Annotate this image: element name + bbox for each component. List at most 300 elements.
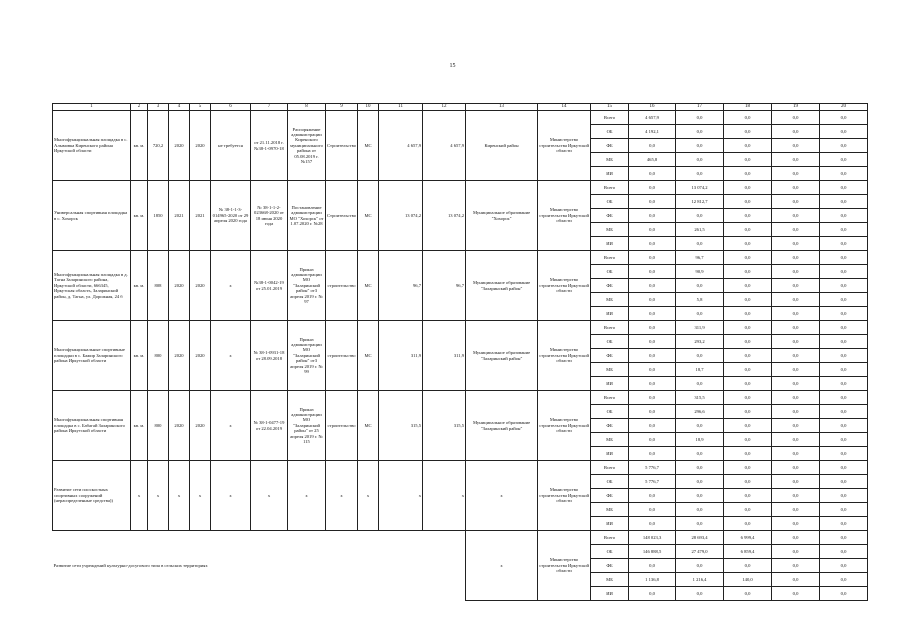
fund-amount: 0,0 [820, 321, 868, 335]
expertise-conclusion: х [211, 251, 251, 321]
state-expertise: от 21.11.2018 г. №38-1-0970-18 [251, 111, 288, 181]
col-number: 10 [358, 104, 379, 111]
fund-amount: 0,0 [724, 125, 772, 139]
fund-source: ФБ [591, 489, 629, 503]
end-year: 2020 [190, 391, 211, 461]
fund-amount: 0,0 [724, 391, 772, 405]
fund-amount: 0,0 [724, 559, 772, 573]
end-year: 2020 [190, 111, 211, 181]
expertise-conclusion: х [211, 391, 251, 461]
fund-amount: 0,0 [772, 405, 820, 419]
fund-amount: 0,0 [820, 111, 868, 125]
decision-document: Приказ администрации МО "Заларинский район" от3 апреля 2019 г. № 97 [288, 251, 326, 321]
start-year: 2020 [169, 111, 190, 181]
responsible-executor: Министерство строительства Иркутской области [538, 321, 591, 391]
fund-amount: 0,0 [772, 209, 820, 223]
end-year: 2021 [190, 181, 211, 251]
work-type: строительство [326, 391, 358, 461]
work-type: строительство [326, 321, 358, 391]
fund-amount: 0,0 [629, 363, 676, 377]
fund-amount: 0,0 [629, 251, 676, 265]
col-number: 4 [169, 104, 190, 111]
fund-amount: 0,0 [820, 279, 868, 293]
fund-amount: 0,0 [772, 167, 820, 181]
fund-amount: 0,0 [629, 447, 676, 461]
fund-source: ОБ [591, 475, 629, 489]
col-number: 15 [591, 104, 629, 111]
col-number: 11 [379, 104, 423, 111]
responsible: МС [358, 251, 379, 321]
object-name: Развитие сети плоскостных спортивных сооружений (нераспределенные средства)) [53, 461, 131, 531]
fund-amount: 1 216,4 [676, 573, 724, 587]
fund-amount: 0,0 [629, 195, 676, 209]
fund-amount: 0,0 [724, 475, 772, 489]
fund-source: ИИ [591, 517, 629, 531]
remaining-cost: х [423, 461, 466, 531]
unit: х [131, 461, 148, 531]
fund-amount: 0,0 [724, 489, 772, 503]
recipient: х [466, 461, 538, 531]
fund-amount: 0,0 [676, 559, 724, 573]
col-number: 7 [251, 104, 288, 111]
fund-amount: 0,0 [724, 265, 772, 279]
total-cost: 13 074,2 [379, 181, 423, 251]
fund-amount: 5 776,7 [629, 461, 676, 475]
fund-source: Всего [591, 181, 629, 195]
fund-amount: 0,0 [629, 335, 676, 349]
fund-amount: 0,0 [629, 279, 676, 293]
fund-source: ИИ [591, 307, 629, 321]
fund-amount: 27 479,0 [676, 545, 724, 559]
fund-amount: 0,0 [820, 559, 868, 573]
fund-amount: 0,0 [820, 587, 868, 601]
col-number: 3 [148, 104, 169, 111]
table-row [53, 391, 868, 405]
fund-amount: 0,0 [724, 307, 772, 321]
fund-amount: 0,0 [820, 363, 868, 377]
expertise-conclusion: не требуется [211, 111, 251, 181]
fund-source: МБ [591, 153, 629, 167]
fund-amount: 0,0 [629, 293, 676, 307]
fund-amount: 0,0 [820, 517, 868, 531]
fund-amount: 315,5 [676, 391, 724, 405]
fund-amount: 0,0 [820, 293, 868, 307]
responsible-executor: Министерство строительства Иркутской области [538, 531, 591, 601]
state-expertise: № 38-1-0931-18 от 28.09.2018 [251, 321, 288, 391]
expertise-conclusion: х [211, 461, 251, 531]
fund-amount: 0,0 [772, 461, 820, 475]
responsible: МС [358, 181, 379, 251]
fund-amount: 0,0 [772, 181, 820, 195]
fund-source: ИИ [591, 587, 629, 601]
state-expertise: х [251, 461, 288, 531]
table-row [53, 461, 868, 475]
col-number: 1 [53, 104, 131, 111]
responsible: МС [358, 111, 379, 181]
fund-source: ИИ [591, 167, 629, 181]
fund-amount: 0,0 [676, 377, 724, 391]
capacity: 720,2 [148, 111, 169, 181]
summary-title: Развитие сети учреждений культурно-досугового типа в сельских территориях [53, 563, 208, 569]
fund-amount: 4 192,1 [629, 125, 676, 139]
fund-amount: 0,0 [820, 209, 868, 223]
total-cost: 4 657,9 [379, 111, 423, 181]
decision-document: Распоряжение администрации Киренского муниципального района от 05.08.2019 г. №157 [288, 111, 326, 181]
start-year: х [169, 461, 190, 531]
fund-amount: 0,0 [676, 489, 724, 503]
fund-amount: 0,0 [724, 447, 772, 461]
fund-amount: 0,0 [724, 433, 772, 447]
fund-amount: 0,0 [724, 587, 772, 601]
fund-amount: 0,0 [772, 195, 820, 209]
fund-amount: 0,0 [676, 237, 724, 251]
col-number: 6 [211, 104, 251, 111]
fund-amount: 0,0 [820, 545, 868, 559]
start-year: 2021 [169, 181, 190, 251]
col-number: 16 [629, 104, 676, 111]
fund-amount: 0,0 [772, 447, 820, 461]
fund-amount: 0,0 [772, 433, 820, 447]
fund-amount: 0,0 [724, 237, 772, 251]
fund-amount: 465,8 [629, 153, 676, 167]
page-number: 15 [449, 63, 456, 69]
fund-amount: 0,0 [724, 321, 772, 335]
fund-source: ФБ [591, 279, 629, 293]
fund-amount: 0,0 [820, 531, 868, 545]
fund-amount: 5 776,7 [629, 475, 676, 489]
fund-amount: 0,0 [724, 335, 772, 349]
fund-amount: 0,0 [820, 349, 868, 363]
fund-amount: 296,6 [676, 405, 724, 419]
fund-amount: 0,0 [820, 251, 868, 265]
fund-amount: 0,0 [629, 307, 676, 321]
fund-amount: 12 812,7 [676, 195, 724, 209]
fund-amount: 0,0 [676, 125, 724, 139]
fund-amount: 5,8 [676, 293, 724, 307]
fund-amount: 0,0 [676, 587, 724, 601]
fund-amount: 0,0 [676, 209, 724, 223]
fund-amount: 13 074,2 [676, 181, 724, 195]
state-expertise: №38-1-0042-19 от 25.01.2019 [251, 251, 288, 321]
fund-amount: 0,0 [629, 489, 676, 503]
col-number: 2 [131, 104, 148, 111]
fund-amount: 0,0 [772, 349, 820, 363]
col-number: 13 [466, 104, 538, 111]
fund-amount: 0,0 [772, 503, 820, 517]
decision-document: Постановление администрации МО "Хохорск" от 1.07.2020 г. №28 [288, 181, 326, 251]
unit: кв. м. [131, 251, 148, 321]
fund-amount: 0,0 [772, 307, 820, 321]
fund-amount: 0,0 [676, 307, 724, 321]
end-year: 2020 [190, 321, 211, 391]
fund-source: ОБ [591, 265, 629, 279]
fund-source: ФБ [591, 349, 629, 363]
fund-amount: 0,0 [676, 517, 724, 531]
fund-amount: 1 136,8 [629, 573, 676, 587]
col-number: 18 [724, 104, 772, 111]
fund-amount: 0,0 [629, 517, 676, 531]
fund-amount: 18,9 [676, 433, 724, 447]
start-year: 2020 [169, 321, 190, 391]
fund-amount: 0,0 [676, 279, 724, 293]
recipient: Муниципальное образование "Заларинский район" [466, 391, 538, 461]
responsible: МС [358, 321, 379, 391]
work-type: х [326, 461, 358, 531]
responsible-executor: Министерство строительства Иркутской области [538, 461, 591, 531]
fund-amount: 0,0 [724, 111, 772, 125]
capacity: 1850 [148, 181, 169, 251]
fund-amount: 0,0 [629, 321, 676, 335]
responsible-executor: Министерство строительства Иркутской области [538, 111, 591, 181]
fund-amount: 0,0 [820, 475, 868, 489]
fund-amount: 0,0 [820, 573, 868, 587]
fund-amount: 0,0 [772, 489, 820, 503]
fund-source: Всего [591, 321, 629, 335]
total-cost: х [379, 461, 423, 531]
fund-amount: 293,2 [676, 335, 724, 349]
fund-amount: 0,0 [772, 279, 820, 293]
fund-amount: 0,0 [820, 461, 868, 475]
object-name: Многофункциональные спортивные площадки в с. Бажир Заларинского района Иркутской области [53, 321, 131, 391]
fund-amount: 0,0 [724, 195, 772, 209]
summary-row [53, 531, 868, 545]
fund-amount: 0,0 [724, 139, 772, 153]
fund-amount: 0,0 [820, 195, 868, 209]
fund-amount: 0,0 [772, 517, 820, 531]
recipient: Муниципальное образование "Заларинский район" [466, 251, 538, 321]
fund-amount: 0,0 [724, 503, 772, 517]
object-name: Многофункциональная площадка в с. Алымовка Киренского района Иркутской области [53, 111, 131, 181]
fund-amount: 0,0 [820, 181, 868, 195]
fund-amount: 0,0 [724, 167, 772, 181]
fund-amount: 0,0 [629, 209, 676, 223]
fund-amount: 4 657,9 [629, 111, 676, 125]
fund-amount: 140,0 [724, 573, 772, 587]
remaining-cost: 96,7 [423, 251, 466, 321]
responsible-executor: Министерство строительства Иркутской области [538, 391, 591, 461]
object-name: Многофункциональная площадка в д. Тагна Заларинского района, Иркутской области, 666345, Иркутская область, Заларинский район, д. Тагна, ул. Дорожная, 24 б [53, 251, 131, 321]
work-type: Строительство [326, 181, 358, 251]
fund-amount: 0,0 [676, 461, 724, 475]
fund-amount: 0,0 [629, 349, 676, 363]
fund-amount: 0,0 [772, 153, 820, 167]
fund-amount: 0,0 [629, 139, 676, 153]
decision-document: х [288, 461, 326, 531]
fund-amount: 6 999,4 [724, 531, 772, 545]
table-row [53, 181, 868, 195]
fund-source: ФБ [591, 139, 629, 153]
fund-amount: 0,0 [724, 251, 772, 265]
table-body [53, 104, 868, 601]
fund-source: ОБ [591, 335, 629, 349]
fund-amount: 0,0 [772, 223, 820, 237]
fund-amount: 311,9 [676, 321, 724, 335]
responsible: х [358, 461, 379, 531]
total-cost: 96,7 [379, 251, 423, 321]
fund-amount: 0,0 [820, 405, 868, 419]
fund-amount: 0,0 [629, 167, 676, 181]
fund-source: ИИ [591, 377, 629, 391]
fund-source: ИИ [591, 237, 629, 251]
fund-amount: 0,0 [772, 475, 820, 489]
fund-amount: 0,0 [772, 237, 820, 251]
program-table [52, 103, 868, 601]
fund-amount: 0,0 [772, 545, 820, 559]
fund-amount: 0,0 [629, 433, 676, 447]
col-number: 12 [423, 104, 466, 111]
col-number: 5 [190, 104, 211, 111]
fund-amount: 0,0 [629, 405, 676, 419]
table-row [53, 111, 868, 125]
fund-amount: 0,0 [772, 321, 820, 335]
fund-amount: 0,0 [724, 419, 772, 433]
work-type: Строительство [326, 111, 358, 181]
fund-amount: 0,0 [820, 489, 868, 503]
fund-amount: 0,0 [724, 223, 772, 237]
fund-amount: 0,0 [772, 139, 820, 153]
fund-amount: 0,0 [629, 587, 676, 601]
fund-amount: 0,0 [772, 251, 820, 265]
table-row [53, 321, 868, 335]
fund-source: Всего [591, 111, 629, 125]
fund-amount: 0,0 [820, 335, 868, 349]
fund-amount: 0,0 [820, 447, 868, 461]
fund-source: МБ [591, 503, 629, 517]
object-name: Универсальная спортивная площадка в с. Хохорск [53, 181, 131, 251]
decision-document: Приказ администрации МО "Заларинский район" от3 апреля 2019 г. № 99 [288, 321, 326, 391]
fund-amount: 0,0 [772, 111, 820, 125]
fund-amount: 0,0 [629, 223, 676, 237]
fund-amount: 0,0 [772, 293, 820, 307]
fund-source: Всего [591, 531, 629, 545]
fund-amount: 0,0 [724, 181, 772, 195]
fund-amount: 0,0 [676, 153, 724, 167]
fund-amount: 0,0 [676, 475, 724, 489]
fund-amount: 0,0 [772, 265, 820, 279]
state-expertise: № 38-1-1-2-023668-2020 от 18 июня 2020 года [251, 181, 288, 251]
capacity: 800 [148, 391, 169, 461]
fund-amount: 0,0 [724, 405, 772, 419]
recipient: х [466, 531, 538, 601]
fund-amount: 96,7 [676, 251, 724, 265]
fund-source: ИИ [591, 447, 629, 461]
fund-amount: 0,0 [772, 391, 820, 405]
fund-amount: 0,0 [820, 153, 868, 167]
total-cost: 315,5 [379, 391, 423, 461]
fund-amount: 0,0 [676, 349, 724, 363]
responsible: МС [358, 391, 379, 461]
remaining-cost: 13 074,2 [423, 181, 466, 251]
fund-amount: 0,0 [820, 433, 868, 447]
fund-amount: 0,0 [629, 503, 676, 517]
col-number: 19 [772, 104, 820, 111]
fund-amount: 0,0 [629, 181, 676, 195]
recipient: Муниципальное образование "Заларинский район" [466, 321, 538, 391]
fund-source: МБ [591, 293, 629, 307]
col-number: 9 [326, 104, 358, 111]
fund-amount: 0,0 [820, 377, 868, 391]
fund-amount: 0,0 [629, 559, 676, 573]
responsible-executor: Министерство строительства Иркутской области [538, 181, 591, 251]
fund-amount: 0,0 [772, 573, 820, 587]
fund-amount: 0,0 [676, 167, 724, 181]
fund-source: ОБ [591, 545, 629, 559]
fund-amount: 0,0 [676, 447, 724, 461]
capacity: х [148, 461, 169, 531]
fund-source: МБ [591, 433, 629, 447]
unit: кв. м. [131, 321, 148, 391]
fund-source: Всего [591, 391, 629, 405]
fund-source: ОБ [591, 405, 629, 419]
fund-amount: 0,0 [724, 349, 772, 363]
remaining-cost: 311,9 [423, 321, 466, 391]
fund-amount: 0,0 [820, 237, 868, 251]
total-cost: 311,9 [379, 321, 423, 391]
fund-amount: 0,0 [724, 153, 772, 167]
fund-amount: 0,0 [629, 419, 676, 433]
fund-amount: 0,0 [724, 517, 772, 531]
fund-amount: 0,0 [820, 503, 868, 517]
fund-amount: 0,0 [676, 111, 724, 125]
fund-amount: 0,0 [629, 265, 676, 279]
fund-amount: 0,0 [772, 377, 820, 391]
fund-amount: 0,0 [772, 531, 820, 545]
fund-amount: 0,0 [820, 167, 868, 181]
fund-amount: 0,0 [724, 377, 772, 391]
col-number: 17 [676, 104, 724, 111]
remaining-cost: 4 657,9 [423, 111, 466, 181]
fund-amount: 148 023,3 [629, 531, 676, 545]
recipient: Киренский район [466, 111, 538, 181]
fund-amount: 0,0 [676, 139, 724, 153]
fund-source: ФБ [591, 559, 629, 573]
fund-amount: 0,0 [724, 279, 772, 293]
fund-source: ФБ [591, 419, 629, 433]
fund-amount: 0,0 [772, 419, 820, 433]
unit: кв. м. [131, 181, 148, 251]
expertise-conclusion: № 38-1-1-3-014965-2020 от 29 апреля 2020 года [211, 181, 251, 251]
fund-amount: 0,0 [820, 265, 868, 279]
work-type: строительство [326, 251, 358, 321]
fund-source: ФБ [591, 209, 629, 223]
fund-amount: 0,0 [772, 559, 820, 573]
fund-amount: 0,0 [820, 223, 868, 237]
fund-amount: 0,0 [820, 125, 868, 139]
start-year: 2020 [169, 391, 190, 461]
fund-amount: 0,0 [629, 391, 676, 405]
fund-amount: 0,0 [629, 237, 676, 251]
fund-source: ОБ [591, 195, 629, 209]
fund-amount: 0,0 [724, 293, 772, 307]
fund-amount: 146 888,5 [629, 545, 676, 559]
fund-amount: 0,0 [724, 209, 772, 223]
fund-amount: 90,9 [676, 265, 724, 279]
capacity: 808 [148, 251, 169, 321]
fund-amount: 0,0 [772, 125, 820, 139]
fund-amount: 0,0 [676, 419, 724, 433]
fund-amount: 0,0 [724, 461, 772, 475]
fund-amount: 0,0 [772, 335, 820, 349]
remaining-cost: 315,5 [423, 391, 466, 461]
fund-amount: 0,0 [724, 363, 772, 377]
end-year: 2020 [190, 251, 211, 321]
col-number: 20 [820, 104, 868, 111]
fund-amount: 0,0 [820, 391, 868, 405]
col-number: 14 [538, 104, 591, 111]
fund-amount: 0,0 [820, 419, 868, 433]
end-year: х [190, 461, 211, 531]
fund-amount: 261,5 [676, 223, 724, 237]
